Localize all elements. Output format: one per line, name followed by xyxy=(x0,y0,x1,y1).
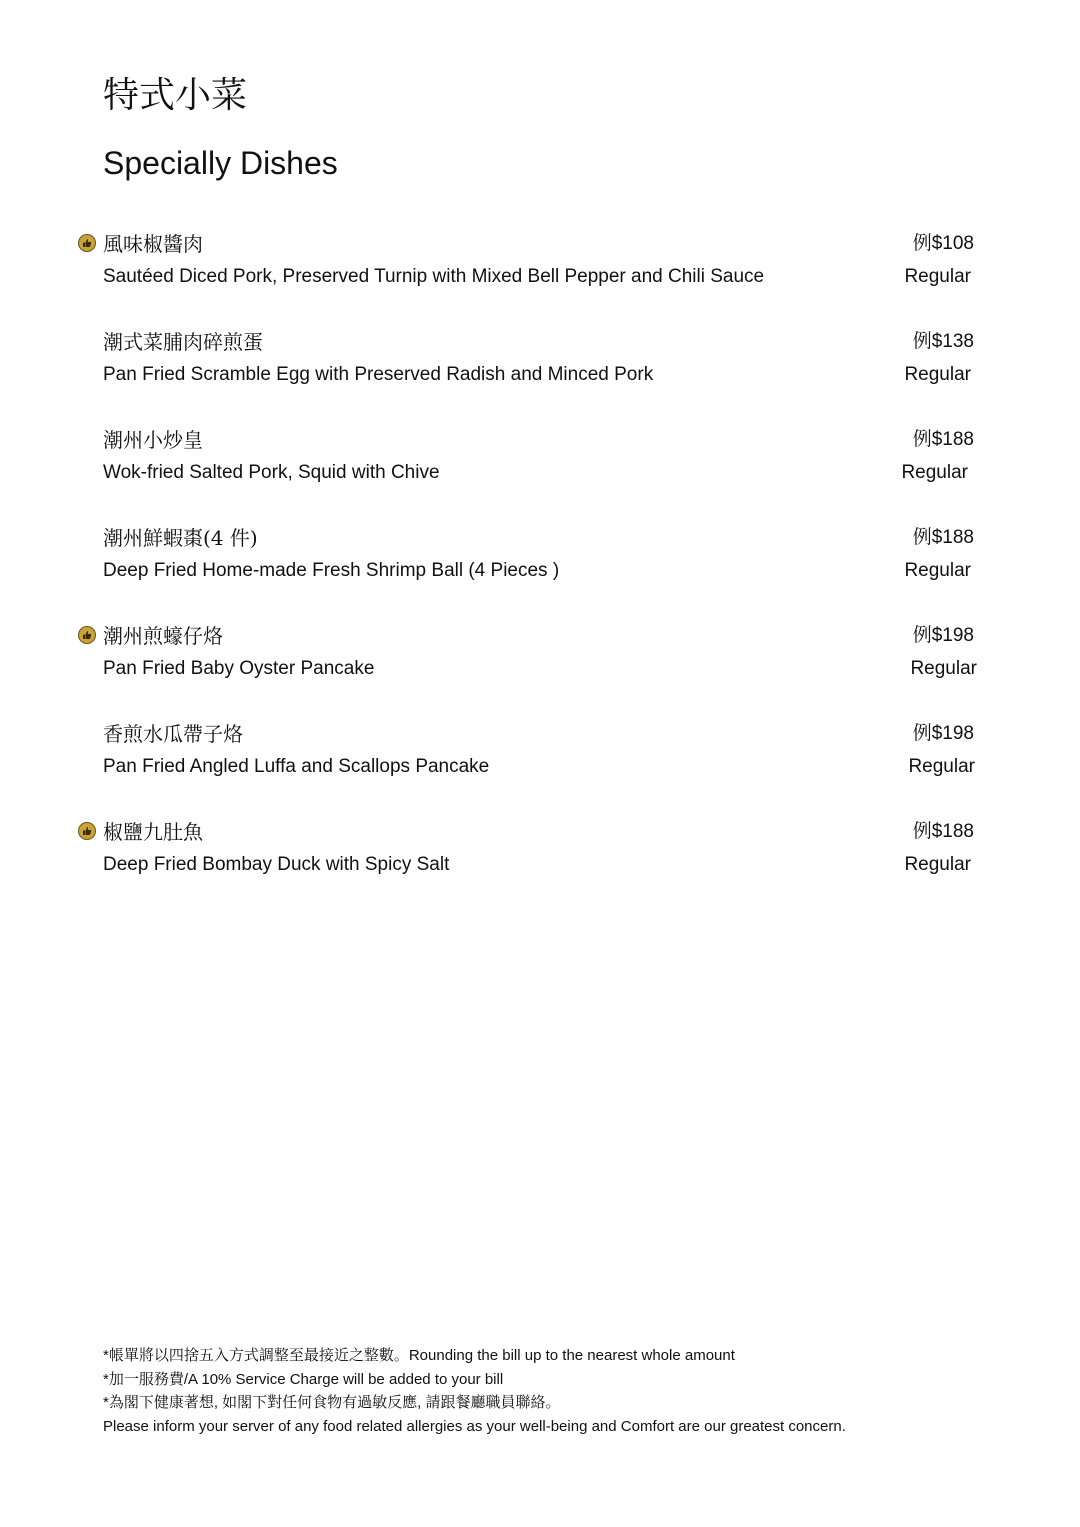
dish-name-en: Wok-fried Salted Pork, Squid with Chive xyxy=(103,462,440,483)
dish-price: 例$198 xyxy=(912,723,974,744)
thumbs-up-icon xyxy=(78,822,96,840)
dish-size: Regular xyxy=(904,266,971,287)
dish-name-en: Pan Fried Angled Luffa and Scallops Pancake xyxy=(103,756,490,777)
menu-item xyxy=(0,816,1080,914)
dish-name-zh: 潮州煎蠔仔烙 xyxy=(103,624,223,648)
dish-size: Regular xyxy=(908,756,975,777)
page-title-zh: 特式小菜 xyxy=(103,75,248,116)
menu-list xyxy=(0,228,1080,914)
dish-price: 例$198 xyxy=(912,625,974,646)
dish-price: 例$188 xyxy=(912,821,974,842)
allergy-note-zh: *為閣下健康著想, 如閣下對任何食物有過敏反應, 請跟餐廳職員聯絡。 xyxy=(103,1394,561,1411)
thumbs-up-icon xyxy=(78,626,96,644)
rounding-note: *帳單將以四捨五入方式調整至最接近之整數。Rounding the bill up to the nearest whole amount xyxy=(103,1347,735,1364)
thumbs-up-icon xyxy=(78,234,96,252)
dish-name-zh: 香煎水瓜帶子烙 xyxy=(103,722,243,746)
page-title-en: Specially Dishes xyxy=(103,145,338,181)
dish-name-zh: 潮式菜脯肉碎煎蛋 xyxy=(103,330,263,354)
dish-name-en: Deep Fried Home-made Fresh Shrimp Ball (4 Pieces ) xyxy=(103,560,560,581)
footer-notes xyxy=(103,1344,1003,1438)
dish-name-zh: 椒鹽九肚魚 xyxy=(103,820,203,844)
dish-name-en: Pan Fried Scramble Egg with Preserved Radish and Minced Pork xyxy=(103,364,654,385)
menu-item xyxy=(0,522,1080,620)
dish-name-zh: 風味椒醬肉 xyxy=(103,232,203,256)
dish-price: 例$188 xyxy=(912,527,974,548)
dish-name-en: Deep Fried Bombay Duck with Spicy Salt xyxy=(103,854,450,875)
service-charge-note: *加一服務費/A 10% Service Charge will be added to your bill xyxy=(103,1370,504,1388)
menu-item xyxy=(0,718,1080,816)
dish-size: Regular xyxy=(904,364,971,385)
dish-name-zh: 潮州鮮蝦棗(4 件) xyxy=(103,526,258,550)
dish-name-en: Sautéed Diced Pork, Preserved Turnip with Mixed Bell Pepper and Chili Sauce xyxy=(103,266,765,287)
dish-price: 例$108 xyxy=(912,233,974,254)
menu-item xyxy=(0,326,1080,424)
dish-name-en: Pan Fried Baby Oyster Pancake xyxy=(103,658,375,679)
dish-size: Regular xyxy=(904,854,971,875)
dish-price: 例$188 xyxy=(912,429,974,450)
menu-item xyxy=(0,228,1080,326)
dish-name-zh: 潮州小炒皇 xyxy=(103,428,203,452)
dish-size: Regular xyxy=(910,658,977,679)
allergy-note-en: Please inform your server of any food related allergies as your well-being and Comfort are our greatest concern. xyxy=(103,1417,846,1435)
menu-item xyxy=(0,424,1080,522)
dish-size: Regular xyxy=(901,462,968,483)
dish-size: Regular xyxy=(904,560,971,581)
dish-price: 例$138 xyxy=(912,331,974,352)
menu-item xyxy=(0,620,1080,718)
